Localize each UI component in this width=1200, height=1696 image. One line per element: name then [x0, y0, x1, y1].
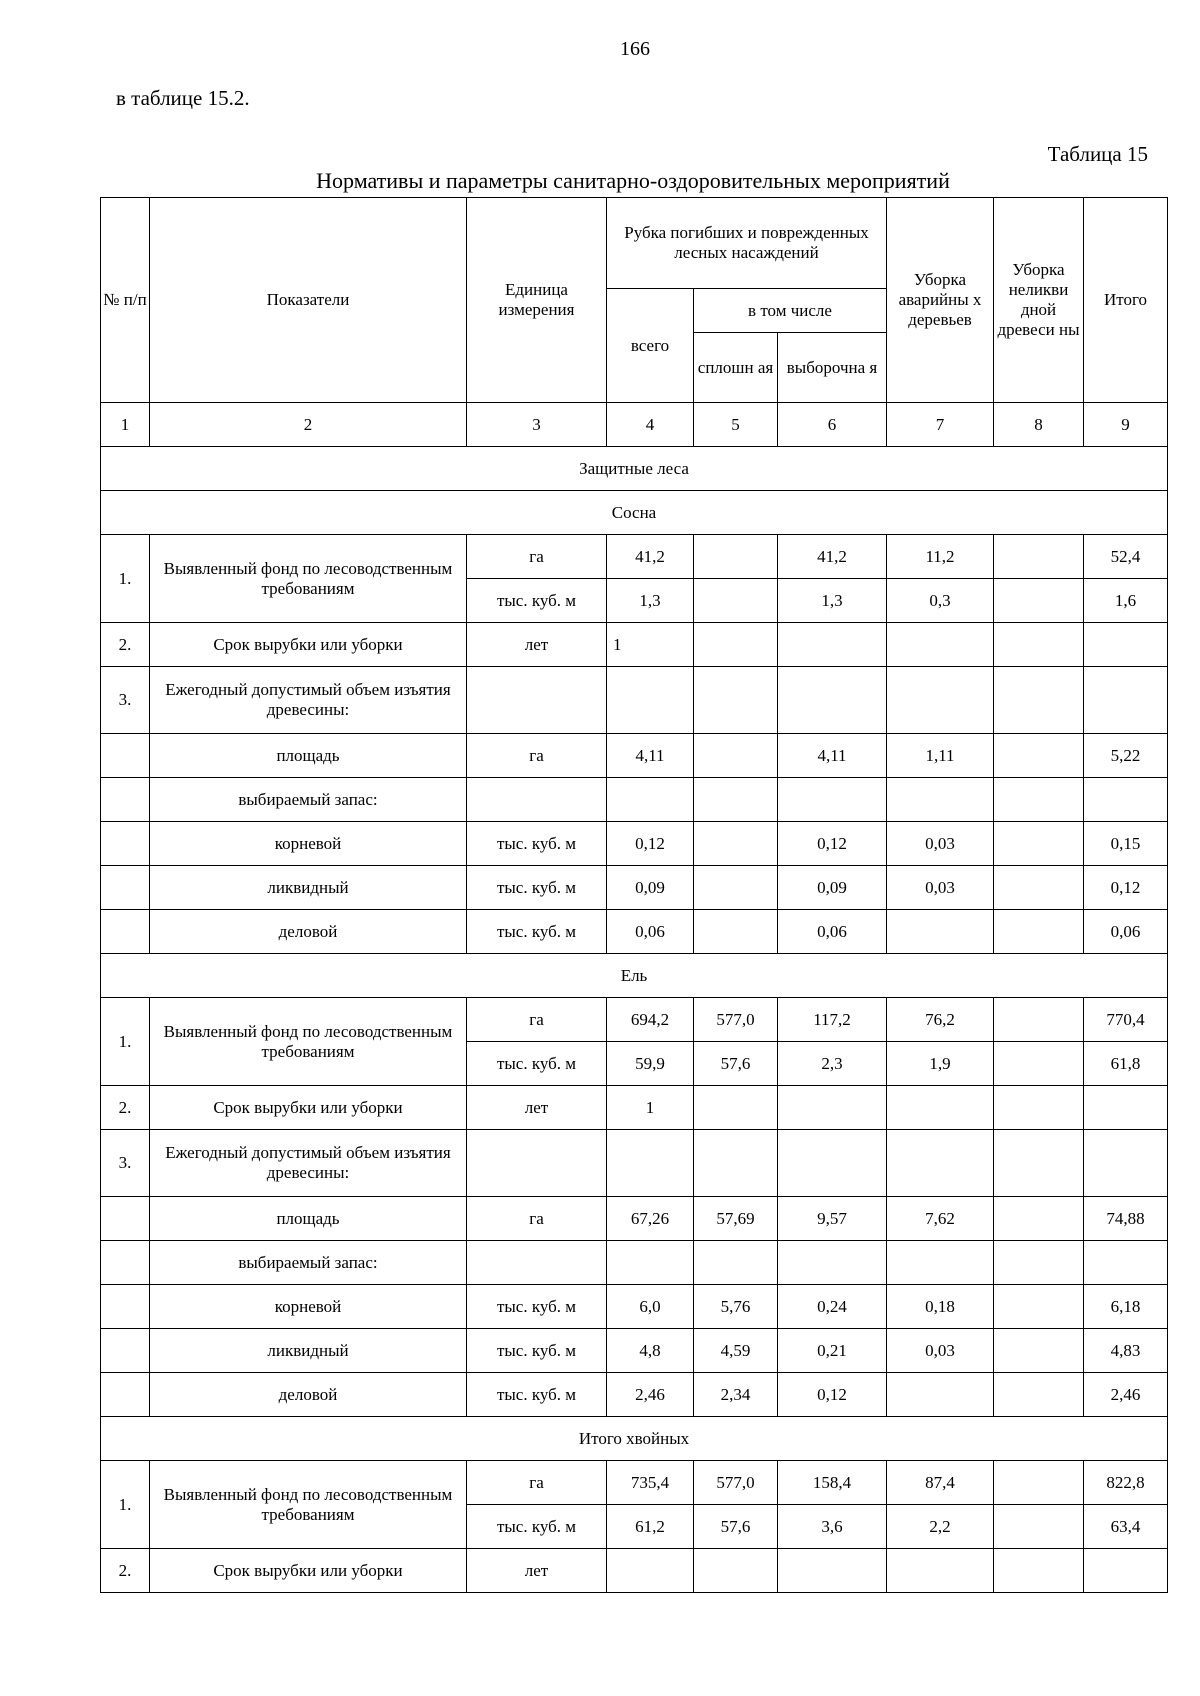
empty-cell — [694, 1241, 778, 1285]
value-cell: 0,09 — [607, 866, 694, 910]
value-cell — [994, 1042, 1084, 1086]
stock-row — [101, 822, 1168, 866]
value-cell — [994, 1461, 1084, 1505]
unit-cell: тыс. куб. м — [467, 1373, 607, 1417]
empty-cell — [101, 1373, 150, 1417]
value-cell — [994, 998, 1084, 1042]
empty-cell — [101, 1329, 150, 1373]
table-title: Нормативы и параметры санитарно-оздоровительных мероприятий — [316, 168, 950, 193]
value-cell: 2,2 — [887, 1505, 994, 1549]
found-fund-row — [101, 535, 1168, 579]
value-cell: 7,62 — [887, 1197, 994, 1241]
value-cell: 0,3 — [887, 579, 994, 623]
column-number-cell: 2 — [150, 403, 467, 447]
value-cell — [887, 1373, 994, 1417]
unit-cell: тыс. куб. м — [467, 910, 607, 954]
indicator-label: Выявленный фонд по лесоводственным требованиям — [150, 1461, 467, 1549]
value-cell: 4,11 — [778, 734, 887, 778]
row-number: 3. — [101, 1130, 150, 1197]
indicator-label: выбираемый запас: — [150, 778, 467, 822]
indicator-label: Ежегодный допустимый объем изъятия древесины: — [150, 1130, 467, 1197]
header-selective: выборочна я — [778, 333, 887, 403]
empty-cell — [994, 1241, 1084, 1285]
value-cell: 0,06 — [1084, 910, 1168, 954]
value-cell: 0,06 — [607, 910, 694, 954]
value-cell — [994, 1549, 1084, 1593]
empty-cell — [887, 778, 994, 822]
empty-cell — [101, 910, 150, 954]
empty-cell — [778, 778, 887, 822]
value-cell — [994, 1505, 1084, 1549]
value-cell: 67,26 — [607, 1197, 694, 1241]
value-cell: 57,6 — [694, 1505, 778, 1549]
header-total: Итого — [1084, 198, 1168, 403]
empty-cell — [1084, 667, 1168, 734]
column-number-cell: 6 — [778, 403, 887, 447]
value-cell: 0,03 — [887, 1329, 994, 1373]
column-numbers-row — [101, 403, 1168, 447]
indicator-label: корневой — [150, 822, 467, 866]
stock-row — [101, 866, 1168, 910]
empty-cell — [607, 778, 694, 822]
norms-table — [100, 197, 1168, 1593]
value-cell — [607, 1549, 694, 1593]
area-row — [101, 734, 1168, 778]
unit-cell: лет — [467, 623, 607, 667]
value-cell — [694, 623, 778, 667]
empty-cell — [994, 1130, 1084, 1197]
empty-cell — [694, 1130, 778, 1197]
empty-cell — [101, 1197, 150, 1241]
row-number: 2. — [101, 1086, 150, 1130]
value-cell — [994, 579, 1084, 623]
value-cell: 1,6 — [1084, 579, 1168, 623]
value-cell — [994, 734, 1084, 778]
column-number-cell: 5 — [694, 403, 778, 447]
header-windfall: Уборка аварийны х деревьев — [887, 198, 994, 403]
value-cell — [694, 734, 778, 778]
value-cell: 577,0 — [694, 1461, 778, 1505]
column-number-cell: 9 — [1084, 403, 1168, 447]
value-cell: 4,8 — [607, 1329, 694, 1373]
empty-cell — [607, 1130, 694, 1197]
value-cell: 87,4 — [887, 1461, 994, 1505]
value-cell: 4,59 — [694, 1329, 778, 1373]
empty-cell — [101, 866, 150, 910]
value-cell — [994, 866, 1084, 910]
value-cell — [994, 535, 1084, 579]
value-cell: 770,4 — [1084, 998, 1168, 1042]
table-body — [101, 403, 1168, 1593]
value-cell: 41,2 — [607, 535, 694, 579]
empty-cell — [694, 667, 778, 734]
value-cell — [994, 1329, 1084, 1373]
value-cell — [778, 623, 887, 667]
empty-cell — [778, 1241, 887, 1285]
header-including: в том числе — [694, 289, 887, 333]
section-title-row — [101, 447, 1168, 491]
value-cell — [887, 910, 994, 954]
value-cell — [694, 1086, 778, 1130]
empty-cell — [994, 667, 1084, 734]
value-cell: 5,22 — [1084, 734, 1168, 778]
indicator-label: площадь — [150, 734, 467, 778]
indicator-label: Срок вырубки или уборки — [150, 1086, 467, 1130]
value-cell: 1,3 — [778, 579, 887, 623]
table-label: Таблица 15 — [1047, 142, 1148, 166]
value-cell — [887, 1549, 994, 1593]
column-number-cell: 3 — [467, 403, 607, 447]
indicator-label: корневой — [150, 1285, 467, 1329]
value-cell: 0,21 — [778, 1329, 887, 1373]
header-indicators: Показатели — [150, 198, 467, 403]
table-header — [101, 198, 1168, 403]
empty-cell — [101, 1285, 150, 1329]
stock-row — [101, 910, 1168, 954]
value-cell: 9,57 — [778, 1197, 887, 1241]
value-cell: 74,88 — [1084, 1197, 1168, 1241]
unit-cell: га — [467, 535, 607, 579]
page-number: 166 — [620, 38, 650, 60]
header-total-all: всего — [607, 289, 694, 403]
unit-cell: га — [467, 998, 607, 1042]
column-number-cell: 4 — [607, 403, 694, 447]
value-cell: 57,6 — [694, 1042, 778, 1086]
empty-cell — [607, 1241, 694, 1285]
value-cell — [778, 1549, 887, 1593]
stock-row — [101, 1329, 1168, 1373]
indicator-label: ликвидный — [150, 866, 467, 910]
empty-cell — [778, 667, 887, 734]
indicator-label: Выявленный фонд по лесоводственным требованиям — [150, 535, 467, 623]
found-fund-row — [101, 1461, 1168, 1505]
column-number-cell: 1 — [101, 403, 150, 447]
value-cell: 0,12 — [778, 1373, 887, 1417]
row-number: 1. — [101, 998, 150, 1086]
value-cell: 117,2 — [778, 998, 887, 1042]
section-title: Ель — [101, 954, 1168, 998]
row-number: 1. — [101, 535, 150, 623]
empty-cell — [467, 1130, 607, 1197]
value-cell: 1 — [607, 623, 694, 667]
term-row — [101, 1549, 1168, 1593]
section-title-row — [101, 1417, 1168, 1461]
stock-row — [101, 1285, 1168, 1329]
unit-cell: лет — [467, 1086, 607, 1130]
value-cell: 0,09 — [778, 866, 887, 910]
unit-cell: га — [467, 1461, 607, 1505]
value-cell: 6,0 — [607, 1285, 694, 1329]
header-illiquid: Уборка неликви дной древеси ны — [994, 198, 1084, 403]
indicator-label: ликвидный — [150, 1329, 467, 1373]
value-cell: 57,69 — [694, 1197, 778, 1241]
empty-cell — [887, 667, 994, 734]
empty-cell — [101, 778, 150, 822]
section-title: Сосна — [101, 491, 1168, 535]
stock-label-row — [101, 778, 1168, 822]
indicator-label: Ежегодный допустимый объем изъятия древесины: — [150, 667, 467, 734]
empty-cell — [467, 667, 607, 734]
indicator-label: площадь — [150, 1197, 467, 1241]
value-cell — [887, 1086, 994, 1130]
value-cell: 735,4 — [607, 1461, 694, 1505]
value-cell: 0,03 — [887, 866, 994, 910]
section-title-row — [101, 491, 1168, 535]
value-cell: 76,2 — [887, 998, 994, 1042]
value-cell: 694,2 — [607, 998, 694, 1042]
unit-cell: тыс. куб. м — [467, 866, 607, 910]
value-cell — [1084, 1549, 1168, 1593]
value-cell: 1,3 — [607, 579, 694, 623]
value-cell: 2,3 — [778, 1042, 887, 1086]
value-cell: 1,9 — [887, 1042, 994, 1086]
empty-cell — [607, 667, 694, 734]
value-cell: 6,18 — [1084, 1285, 1168, 1329]
row-number: 2. — [101, 623, 150, 667]
section-title-row — [101, 954, 1168, 998]
value-cell — [694, 866, 778, 910]
value-cell: 3,6 — [778, 1505, 887, 1549]
unit-cell: тыс. куб. м — [467, 1285, 607, 1329]
empty-cell — [1084, 778, 1168, 822]
header-num: № п/п — [101, 198, 150, 403]
value-cell: 41,2 — [778, 535, 887, 579]
value-cell — [887, 623, 994, 667]
value-cell: 5,76 — [694, 1285, 778, 1329]
value-cell: 0,12 — [778, 822, 887, 866]
unit-cell: тыс. куб. м — [467, 1042, 607, 1086]
unit-cell: тыс. куб. м — [467, 579, 607, 623]
value-cell — [994, 1373, 1084, 1417]
value-cell: 4,11 — [607, 734, 694, 778]
value-cell — [994, 822, 1084, 866]
header-felling-group: Рубка погибших и поврежденных лесных насаждений — [607, 198, 887, 289]
value-cell: 822,8 — [1084, 1461, 1168, 1505]
value-cell: 0,03 — [887, 822, 994, 866]
indicator-label: деловой — [150, 1373, 467, 1417]
value-cell — [778, 1086, 887, 1130]
value-cell — [694, 579, 778, 623]
term-row — [101, 623, 1168, 667]
indicator-label: выбираемый запас: — [150, 1241, 467, 1285]
value-cell: 1 — [607, 1086, 694, 1130]
annual-volume-row — [101, 1130, 1168, 1197]
value-cell — [994, 1285, 1084, 1329]
column-number-cell: 7 — [887, 403, 994, 447]
header-clear-cut: сплошн ая — [694, 333, 778, 403]
value-cell: 63,4 — [1084, 1505, 1168, 1549]
header-unit: Единица измерения — [467, 198, 607, 403]
value-cell — [994, 1086, 1084, 1130]
value-cell: 52,4 — [1084, 535, 1168, 579]
value-cell: 577,0 — [694, 998, 778, 1042]
found-fund-row — [101, 998, 1168, 1042]
value-cell: 1,11 — [887, 734, 994, 778]
unit-cell: га — [467, 734, 607, 778]
empty-cell — [467, 778, 607, 822]
column-number-cell: 8 — [994, 403, 1084, 447]
stock-row — [101, 1373, 1168, 1417]
value-cell: 4,83 — [1084, 1329, 1168, 1373]
value-cell — [1084, 623, 1168, 667]
indicator-label: Срок вырубки или уборки — [150, 1549, 467, 1593]
value-cell: 0,15 — [1084, 822, 1168, 866]
annual-volume-row — [101, 667, 1168, 734]
empty-cell — [887, 1130, 994, 1197]
row-number: 2. — [101, 1549, 150, 1593]
empty-cell — [467, 1241, 607, 1285]
value-cell — [694, 535, 778, 579]
empty-cell — [887, 1241, 994, 1285]
value-cell: 158,4 — [778, 1461, 887, 1505]
value-cell — [694, 910, 778, 954]
empty-cell — [101, 1241, 150, 1285]
empty-cell — [1084, 1241, 1168, 1285]
empty-cell — [994, 778, 1084, 822]
section-title: Защитные леса — [101, 447, 1168, 491]
value-cell: 0,12 — [1084, 866, 1168, 910]
indicator-label: Срок вырубки или уборки — [150, 623, 467, 667]
row-number: 1. — [101, 1461, 150, 1549]
value-cell: 2,46 — [1084, 1373, 1168, 1417]
value-cell — [694, 1549, 778, 1593]
row-number: 3. — [101, 667, 150, 734]
term-row — [101, 1086, 1168, 1130]
section-title: Итого хвойных — [101, 1417, 1168, 1461]
empty-cell — [101, 822, 150, 866]
intro-text: в таблице 15.2. — [116, 86, 250, 110]
stock-label-row — [101, 1241, 1168, 1285]
value-cell — [994, 623, 1084, 667]
indicator-label: деловой — [150, 910, 467, 954]
empty-cell — [101, 734, 150, 778]
value-cell — [694, 822, 778, 866]
value-cell: 0,24 — [778, 1285, 887, 1329]
unit-cell: тыс. куб. м — [467, 1329, 607, 1373]
unit-cell: га — [467, 1197, 607, 1241]
empty-cell — [694, 778, 778, 822]
unit-cell: тыс. куб. м — [467, 1505, 607, 1549]
value-cell: 0,18 — [887, 1285, 994, 1329]
value-cell: 61,8 — [1084, 1042, 1168, 1086]
indicator-label: Выявленный фонд по лесоводственным требованиям — [150, 998, 467, 1086]
value-cell — [1084, 1086, 1168, 1130]
value-cell: 0,06 — [778, 910, 887, 954]
value-cell: 2,46 — [607, 1373, 694, 1417]
value-cell: 0,12 — [607, 822, 694, 866]
area-row — [101, 1197, 1168, 1241]
unit-cell: тыс. куб. м — [467, 822, 607, 866]
value-cell — [994, 1197, 1084, 1241]
value-cell: 11,2 — [887, 535, 994, 579]
value-cell — [994, 910, 1084, 954]
value-cell: 2,34 — [694, 1373, 778, 1417]
value-cell: 59,9 — [607, 1042, 694, 1086]
value-cell: 61,2 — [607, 1505, 694, 1549]
empty-cell — [1084, 1130, 1168, 1197]
empty-cell — [778, 1130, 887, 1197]
unit-cell: лет — [467, 1549, 607, 1593]
